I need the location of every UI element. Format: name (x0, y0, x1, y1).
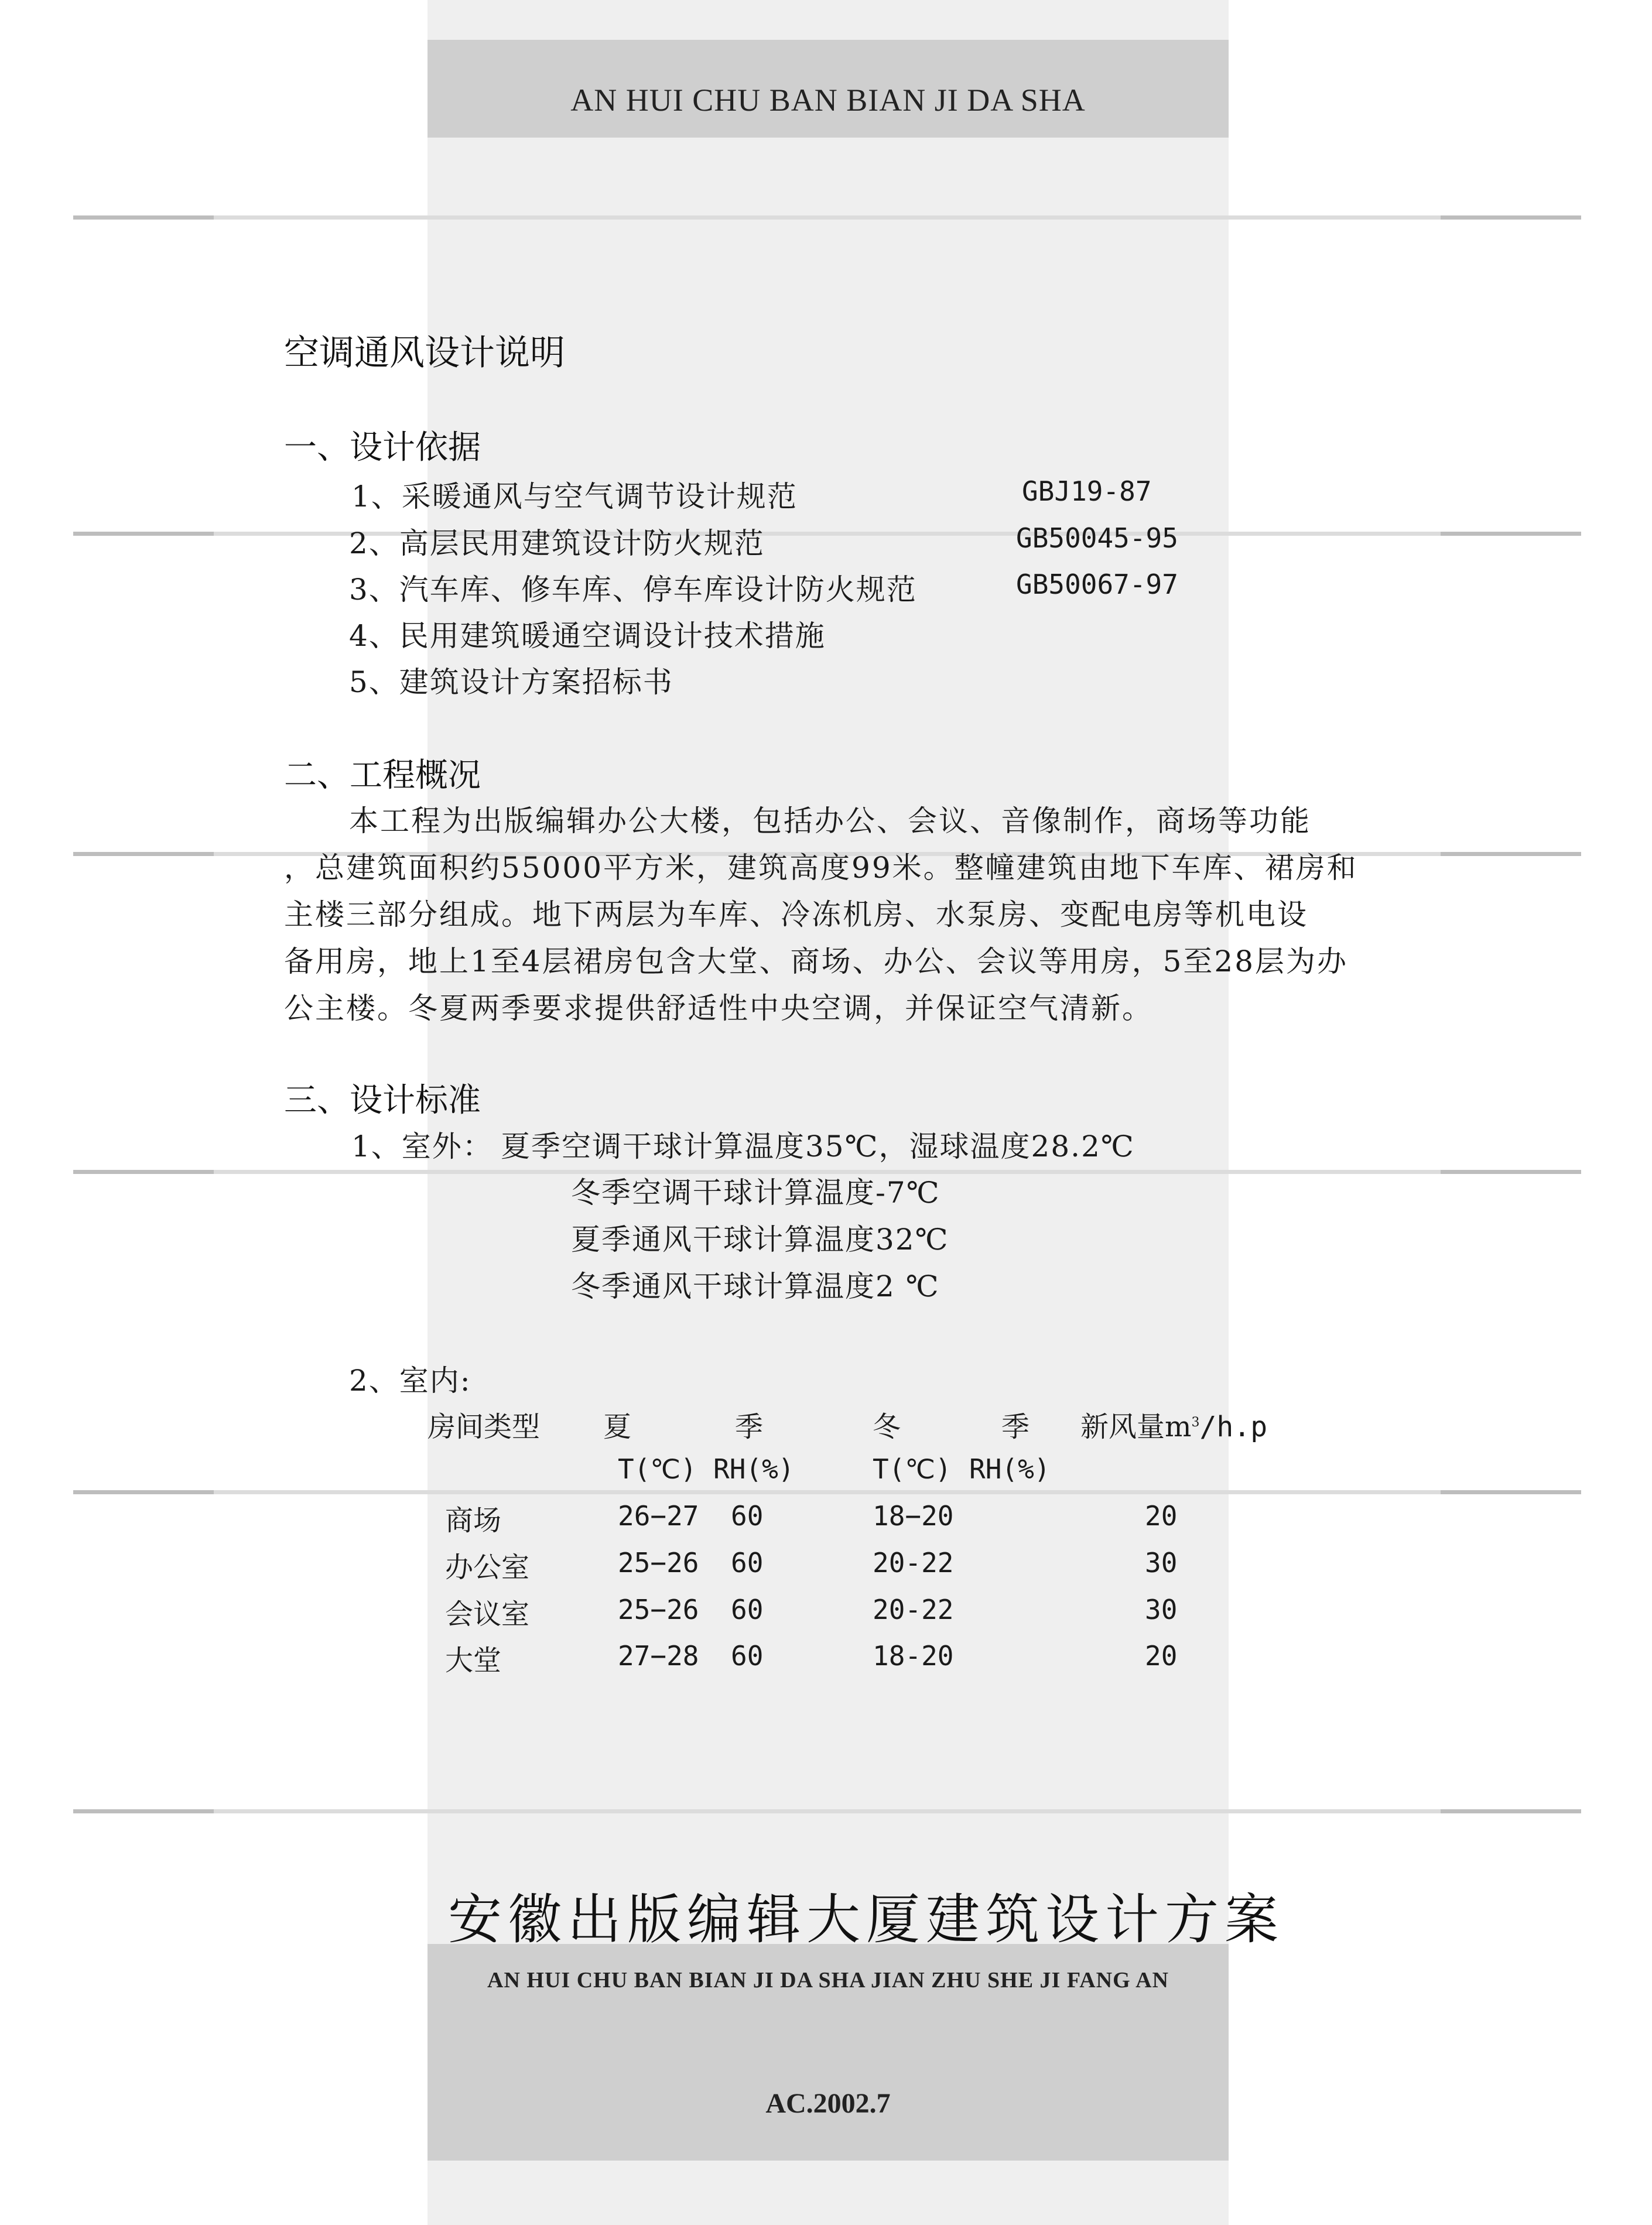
cell-summer-t: 25−26 (618, 1594, 699, 1625)
cell-room: 商场 (445, 1504, 502, 1537)
paragraph-line: 本工程为出版编辑办公大楼，包括办公、会议、音像制作，商场等功能 (349, 804, 1311, 838)
cell-room: 办公室 (445, 1551, 530, 1584)
indoor-label: 2、室内: (349, 1364, 471, 1398)
sub-header: T(℃) (618, 1453, 697, 1485)
list-item: 2、高层民用建筑设计防火规范 (349, 526, 765, 560)
col-room-type: 房间类型 (427, 1411, 541, 1443)
paragraph-line: 备用房，地上1至4层裙房包含大堂、商场、办公、会议等用房，5至28层为办 (284, 944, 1349, 978)
footer-title-en: AN HUI CHU BAN BIAN JI DA SHA JIAN ZHU SHE JI FANG AN (487, 1968, 1169, 1993)
col-fresh-air: 新风量$m^3/h.p$ (1080, 1411, 1268, 1443)
paragraph-line: 主楼三部分组成。地下两层为车库、冷冻机房、水泵房、变配电房等机电设 (284, 898, 1308, 932)
doc-title: 空调通风设计说明 (284, 333, 565, 374)
cell-winter-t: 18−20 (873, 1500, 954, 1532)
outdoor-label: 1、室外： (351, 1129, 493, 1163)
footer-title-cn: 安徽出版编辑大厦建筑设计方案 (448, 1888, 1285, 1951)
col-winter: 季 (1001, 1411, 1030, 1443)
header-title: AN HUI CHU BAN BIAN JI DA SHA (570, 83, 1086, 118)
standard-code: GBJ19-87 (1022, 475, 1152, 507)
cell-summer-rh: 60 (731, 1640, 764, 1672)
cell-summer-rh: 60 (731, 1594, 764, 1625)
sub-header: RH(%) (713, 1453, 795, 1485)
cell-fresh-air: 30 (1145, 1547, 1178, 1579)
cell-room: 会议室 (445, 1598, 530, 1631)
cell-summer-t: 26−27 (618, 1500, 699, 1532)
paragraph-line: ，总建筑面积约55000平方米，建筑高度99米。整幢建筑由地下车库、裙房和 (284, 851, 1358, 885)
section2-title: 二、工程概况 (284, 756, 481, 795)
standard-code: GB50045-95 (1016, 522, 1178, 554)
cell-summer-t: 25−26 (618, 1547, 699, 1579)
col-summer: 季 (735, 1411, 764, 1443)
cell-room: 大堂 (445, 1644, 502, 1677)
col-winter: 冬 (873, 1411, 901, 1443)
section1-title: 一、设计依据 (284, 429, 481, 467)
cell-summer-rh: 60 (731, 1547, 764, 1579)
sub-header: RH(%) (969, 1453, 1051, 1485)
list-item: 5、建筑设计方案招标书 (349, 665, 673, 699)
outdoor-line: 冬季通风干球计算温度2 ℃ (571, 1269, 940, 1303)
outdoor-line: 夏季通风干球计算温度32℃ (571, 1223, 949, 1257)
cell-fresh-air: 20 (1145, 1640, 1178, 1672)
cell-winter-t: 18-20 (873, 1640, 954, 1672)
cell-winter-t: 20-22 (873, 1594, 954, 1625)
list-item: 3、汽车库、修车库、停车库设计防火规范 (349, 573, 917, 607)
list-item: 4、民用建筑暖通空调设计技术措施 (349, 619, 826, 653)
standard-code: GB50067-97 (1016, 569, 1178, 600)
sub-header: T(℃) (873, 1453, 952, 1485)
cell-fresh-air: 30 (1145, 1594, 1178, 1625)
paragraph-line: 公主楼。冬夏两季要求提供舒适性中央空调，并保证空气清新。 (284, 991, 1153, 1025)
cell-summer-rh: 60 (731, 1500, 764, 1532)
cell-fresh-air: 20 (1145, 1500, 1178, 1532)
cell-winter-t: 20-22 (873, 1547, 954, 1579)
section3-title: 三、设计标准 (284, 1081, 481, 1120)
footer-code: AC.2002.7 (765, 2088, 891, 2119)
cell-summer-t: 27−28 (618, 1640, 699, 1672)
outdoor-line: 夏季空调干球计算温度35℃，湿球温度28.2℃ (501, 1129, 1135, 1163)
col-summer: 夏 (603, 1411, 632, 1443)
list-item: 1、采暖通风与空气调节设计规范 (351, 480, 798, 514)
outdoor-line: 冬季空调干球计算温度-7℃ (571, 1176, 940, 1210)
